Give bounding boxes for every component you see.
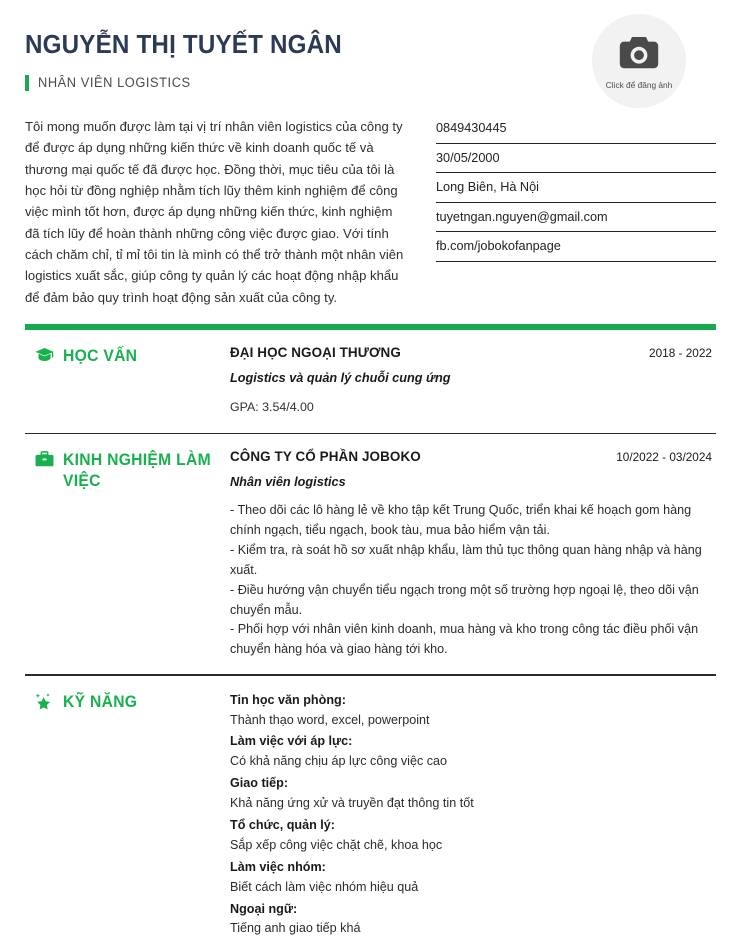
contact-list bbox=[420, 116, 716, 308]
experience-bullet: - Theo dõi các lô hàng lẻ về kho tập kết Trung Quốc, triển khai kế hoạch gom hàng chính ngạch, tiểu ngạch, book tàu, mua bảo hiểm vận tải. bbox=[230, 503, 692, 537]
section-education-header bbox=[25, 344, 230, 417]
job-title: NHÂN VIÊN LOGISTICS bbox=[38, 75, 191, 91]
section-experience bbox=[25, 434, 716, 660]
experience-bullet: - Phối hợp với nhân viên kinh doanh, mua hàng và kho trong công tác điều phối vận chuyển hàng hóa và giao hàng tới kho. bbox=[230, 622, 699, 657]
photo-upload-placeholder[interactable] bbox=[592, 14, 686, 108]
contact-email[interactable]: tuyetngan.nguyen@gmail.com bbox=[436, 203, 716, 233]
section-skills-header bbox=[25, 690, 230, 941]
contact-facebook[interactable]: fb.com/jobokofanpage bbox=[436, 232, 716, 262]
skill-description: Biết cách làm việc nhóm hiệu quả bbox=[230, 879, 419, 894]
section-skills-title: KỸ NĂNG bbox=[63, 692, 138, 711]
career-objective: Tôi mong muốn được làm tại vị trí nhân viên logistics của công ty để được áp dụng những kiến thức về kinh doanh quốc tế và thương mại quốc tế đã được học. Đồng thời, mục tiêu của tôi là học hỏi từ đồng nghiệp nhằm tích lũy thêm kinh nghiệm để công việc mình tốt hơn, được áp dụng những kiến thức, kinh nghiệm đã tích lũy để hoàn thành những công việc được giao. Với tính cách chăm chỉ, tỉ mỉ tôi tin là mình có thể trở thành một nhân viên logistics xuất sắc, giúp công ty quản lý các hoạt động nhập khẩu để đảm bảo quy trình hoạt động sản xuất của công ty. bbox=[25, 119, 404, 305]
section-skills bbox=[25, 676, 716, 941]
job-role: Nhân viên logistics bbox=[230, 475, 346, 490]
company-name: CÔNG TY CỔ PHẦN JOBOKO bbox=[230, 448, 421, 465]
skill-name: Giao tiếp: bbox=[230, 776, 289, 791]
accent-bar bbox=[25, 75, 29, 91]
skill-item bbox=[230, 774, 712, 814]
section-experience-body bbox=[230, 448, 716, 660]
skill-name: Làm việc với áp lực: bbox=[230, 734, 353, 749]
skill-description: Khả năng ứng xử và truyền đạt thông tin tốt bbox=[230, 796, 474, 811]
experience-bullet: - Điều hướng vận chuyển tiểu ngạch trong một số trường hợp ngoại lệ, theo dõi vận chuyển mẫu. bbox=[230, 582, 699, 617]
experience-bullet: - Kiểm tra, rà soát hồ sơ xuất nhập khẩu, làm thủ tục thông quan hàng nhập và hàng xuất. bbox=[230, 542, 702, 577]
skill-item bbox=[230, 900, 712, 940]
skill-description: Tiếng anh giao tiếp khá bbox=[230, 921, 361, 936]
experience-period: 10/2022 - 03/2024 bbox=[616, 450, 712, 465]
star-icon bbox=[33, 693, 55, 711]
section-experience-title: KINH NGHIỆM LÀM VIỆC bbox=[63, 451, 211, 490]
education-entry-head bbox=[230, 344, 712, 360]
contact-birthdate[interactable]: 30/05/2000 bbox=[436, 144, 716, 174]
skill-description: Có khả năng chịu áp lực công việc cao bbox=[230, 754, 448, 769]
skill-name: Ngoại ngữ: bbox=[230, 901, 298, 916]
section-education bbox=[25, 330, 716, 417]
page-title: NGUYỄN THỊ TUYẾT NGÂN bbox=[25, 29, 342, 59]
section-skills-body bbox=[230, 690, 716, 941]
skill-item bbox=[230, 816, 712, 856]
summary-and-contact bbox=[25, 116, 716, 308]
education-gpa: GPA: 3.54/4.00 bbox=[230, 399, 314, 414]
skill-name: Tổ chức, quản lý: bbox=[230, 818, 335, 833]
skill-item bbox=[230, 732, 712, 772]
skill-item bbox=[230, 691, 712, 731]
skill-name: Làm việc nhóm: bbox=[230, 859, 326, 874]
section-education-body bbox=[230, 344, 716, 417]
photo-upload-hint: Click để đăng ảnh bbox=[605, 79, 673, 90]
experience-entry-head bbox=[230, 448, 712, 464]
section-education-title: HỌC VẤN bbox=[63, 346, 138, 365]
skill-item bbox=[230, 858, 712, 898]
skill-name: Tin học văn phòng: bbox=[230, 692, 346, 707]
education-major: Logistics và quản lý chuỗi cung ứng bbox=[230, 370, 451, 385]
camera-icon bbox=[616, 35, 662, 76]
contact-phone[interactable]: 0849430445 bbox=[436, 118, 716, 144]
section-experience-header bbox=[25, 448, 230, 660]
briefcase-icon bbox=[33, 451, 55, 467]
skill-description: Sắp xếp công việc chặt chẽ, khoa học bbox=[230, 837, 443, 852]
skill-description: Thành thạo word, excel, powerpoint bbox=[230, 712, 430, 727]
experience-bullets bbox=[230, 501, 712, 660]
education-period: 2018 - 2022 bbox=[649, 345, 712, 360]
school-name: ĐẠI HỌC NGOẠI THƯƠNG bbox=[230, 343, 401, 360]
contact-address[interactable]: Long Biên, Hà Nội bbox=[436, 173, 716, 203]
graduation-cap-icon bbox=[33, 347, 55, 362]
cv-header bbox=[25, 0, 716, 108]
